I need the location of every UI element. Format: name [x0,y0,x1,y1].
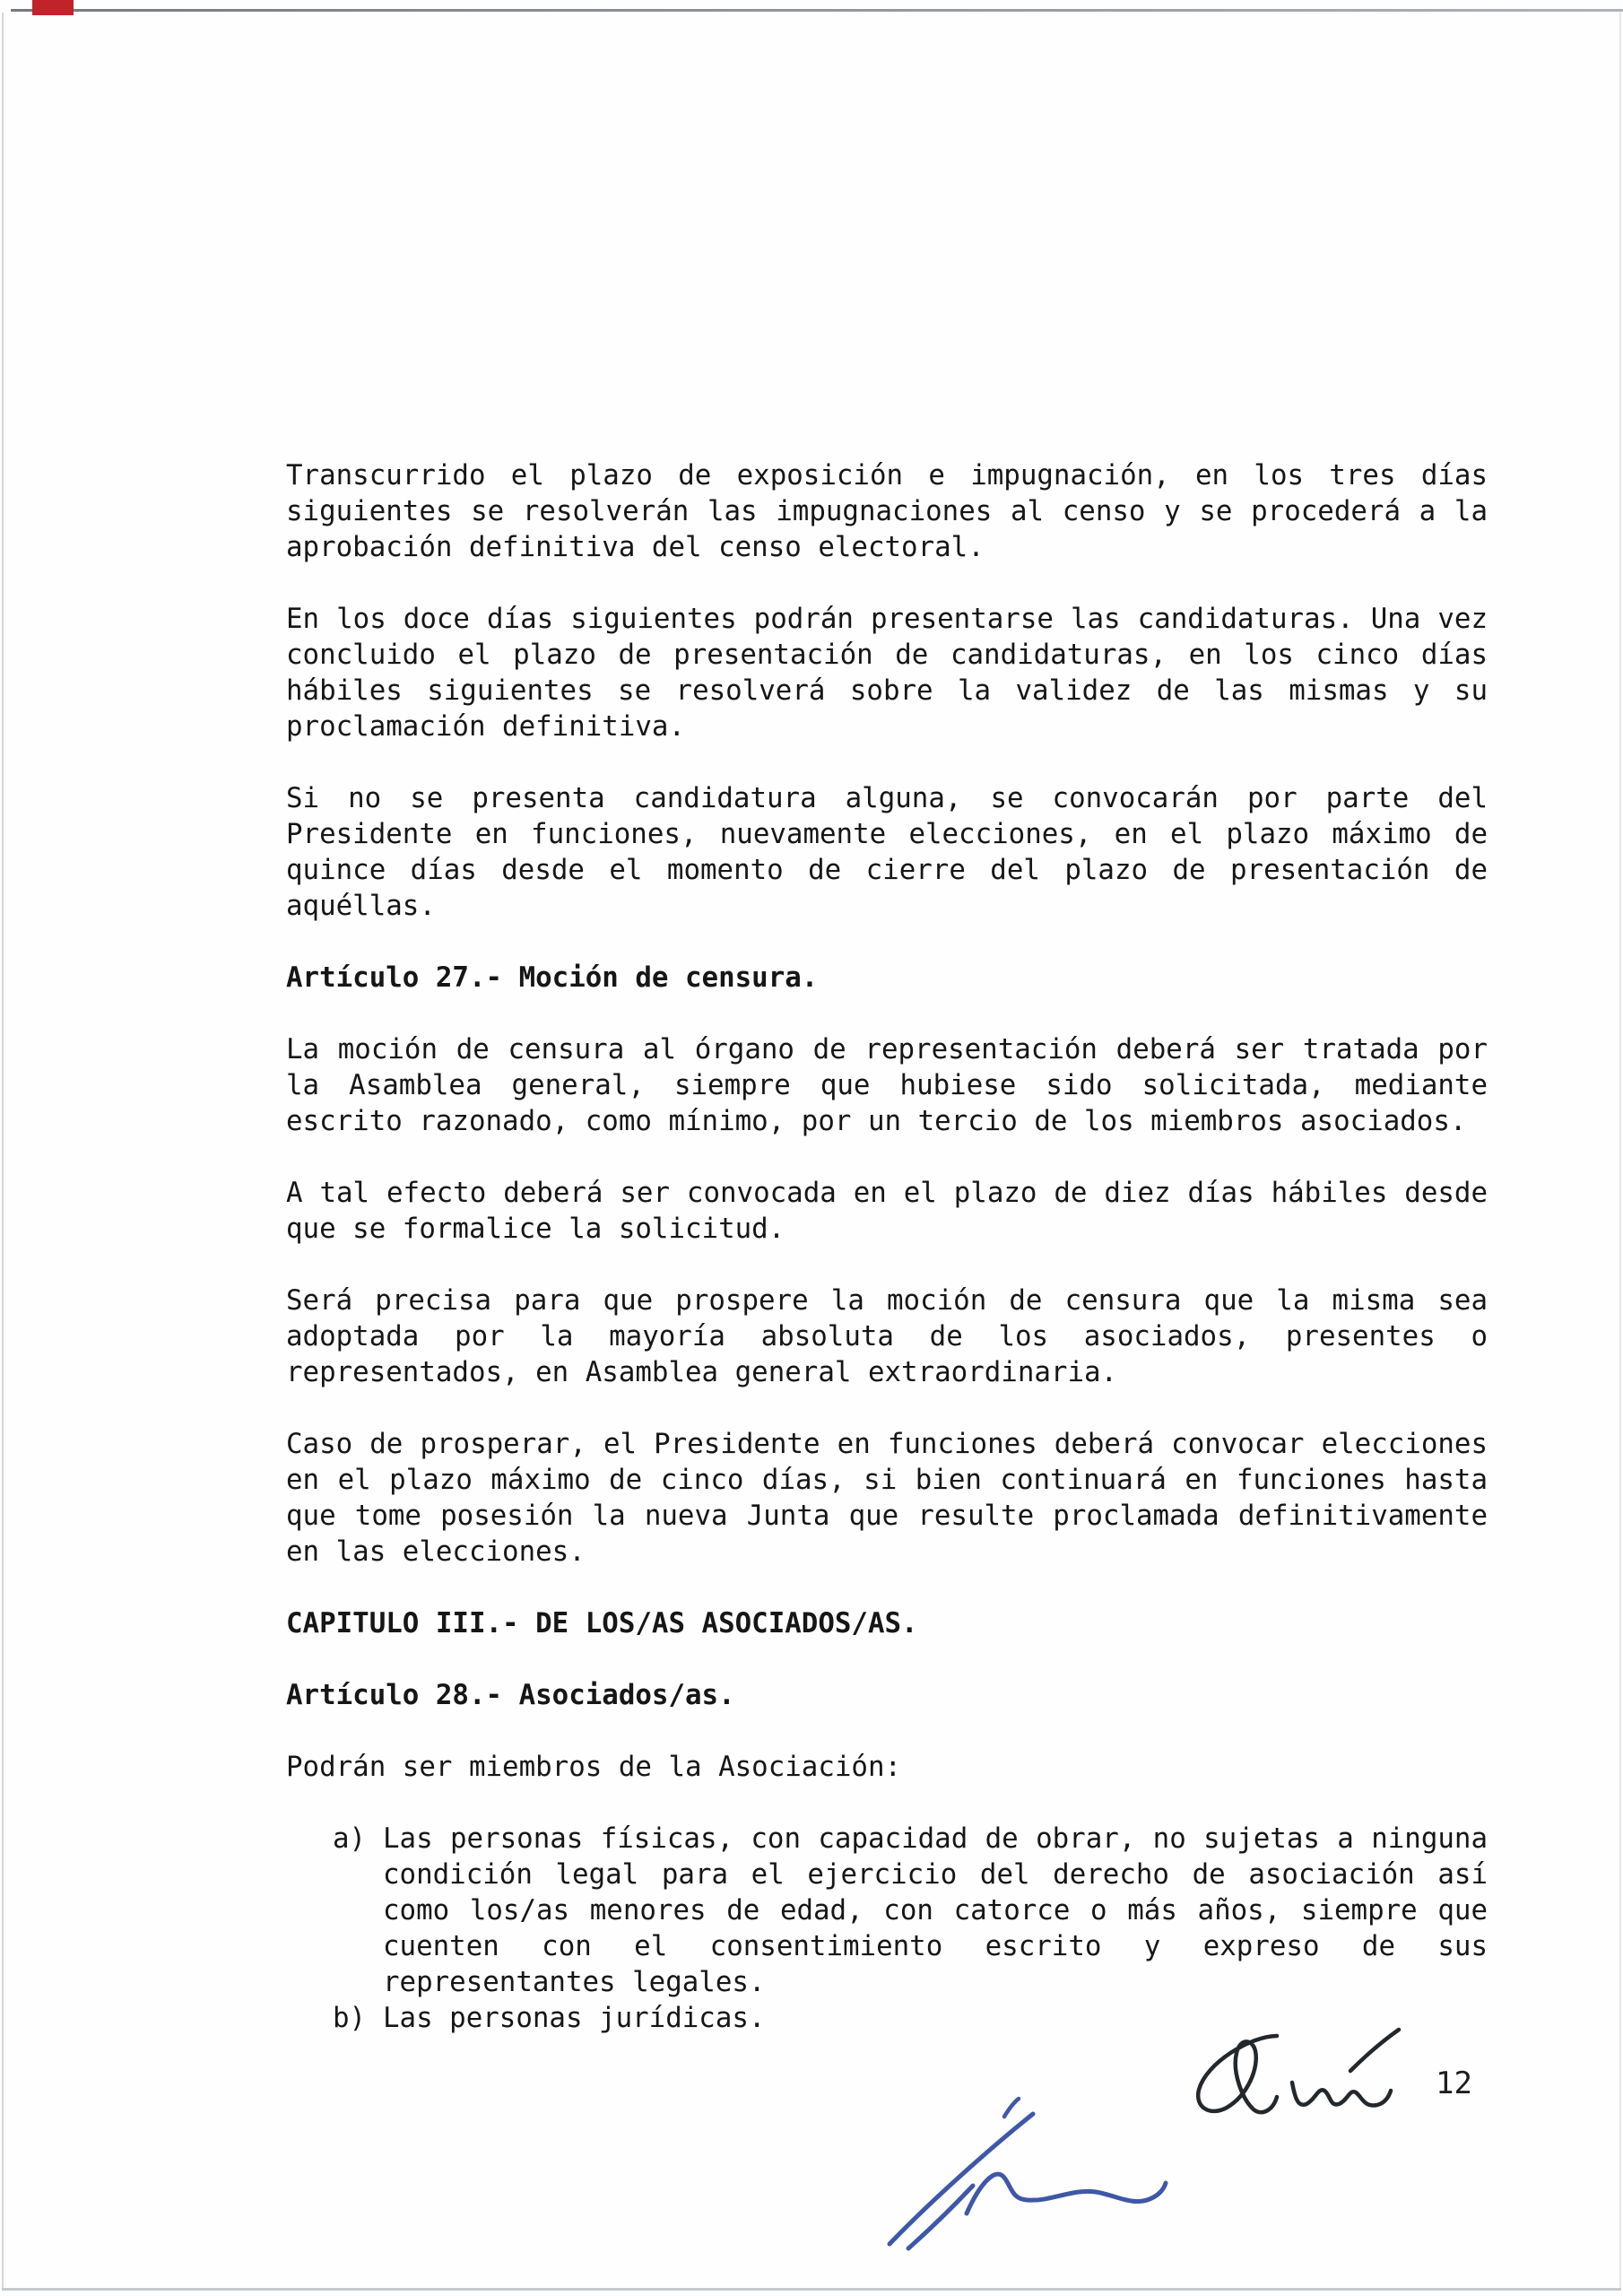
paragraph-convocada-plazo: A tal efecto deberá ser convocada en el plazo de diez días hábiles desde que se formalice la solicitud. [286,1177,1488,1245]
signature-blue [890,2099,1166,2248]
list-item-marker: b) [333,2002,367,2034]
list-item-text: Las personas físicas, con capacidad de obrar, no sujetas a ninguna condición legal para el ejercicio del derecho de asociación así como los/as menores de edad, con catorce o más años, siempre que cuenten con el consentimiento escrito y expreso de sus representantes legales. [383,1822,1488,1998]
paragraph-mayoria-absoluta: Será precisa para que prospere la moción de censura que la misma sea adoptada por la mayoría absoluta de los asociados, presentes o representados, en Asamblea general extraordinaria. [286,1284,1488,1388]
heading-capitulo-3: CAPITULO III.- DE LOS/AS ASOCIADOS/AS. [286,1607,918,1639]
signature-black [1198,2030,1399,2112]
page-number: 12 [1436,2066,1472,2101]
paragraph-candidaturas: En los doce días siguientes podrán presentarse las candidaturas. Una vez concluido el plazo de presentación de candidaturas, en los cinco días hábiles siguientes se resolverá sobre la validez de las mismas y su proclamación definitiva. [286,603,1488,743]
paragraph-no-candidatura: Si no se presenta candidatura alguna, se convocarán por parte del Presidente en funciones, nuevamente elecciones, en el plazo máximo de quince días desde el momento de cierre del plazo de presentación de aquéllas. [286,782,1488,922]
heading-articulo-27: Artículo 27.- Moción de censura. [286,961,819,994]
paragraph-census-approval: Transcurrido el plazo de exposición e impugnación, en los tres días siguientes se resolverán las impugnaciones al censo y se procederá a la aprobación definitiva del censo electoral. [286,459,1488,563]
paragraph-caso-prosperar: Caso de prosperar, el Presidente en funciones deberá convocar elecciones en el plazo máximo de cinco días, si bien continuará en funciones hasta que tome posesión la nueva Junta que resulte proclamada definitivamente en las elecciones. [286,1428,1488,1568]
heading-articulo-28: Artículo 28.- Asociados/as. [286,1679,735,1711]
list-item-text: Las personas jurídicas. [383,2002,766,2034]
paragraph-mocion-censura: La moción de censura al órgano de representación deberá ser tratada por la Asamblea general, siempre que hubiese sido solicitada, mediante escrito razonado, como mínimo, por un tercio de los miembros asociados. [286,1033,1488,1137]
paragraph-miembros-intro: Podrán ser miembros de la Asociación: [286,1751,902,1783]
list-item-marker: a) [333,1822,367,1855]
